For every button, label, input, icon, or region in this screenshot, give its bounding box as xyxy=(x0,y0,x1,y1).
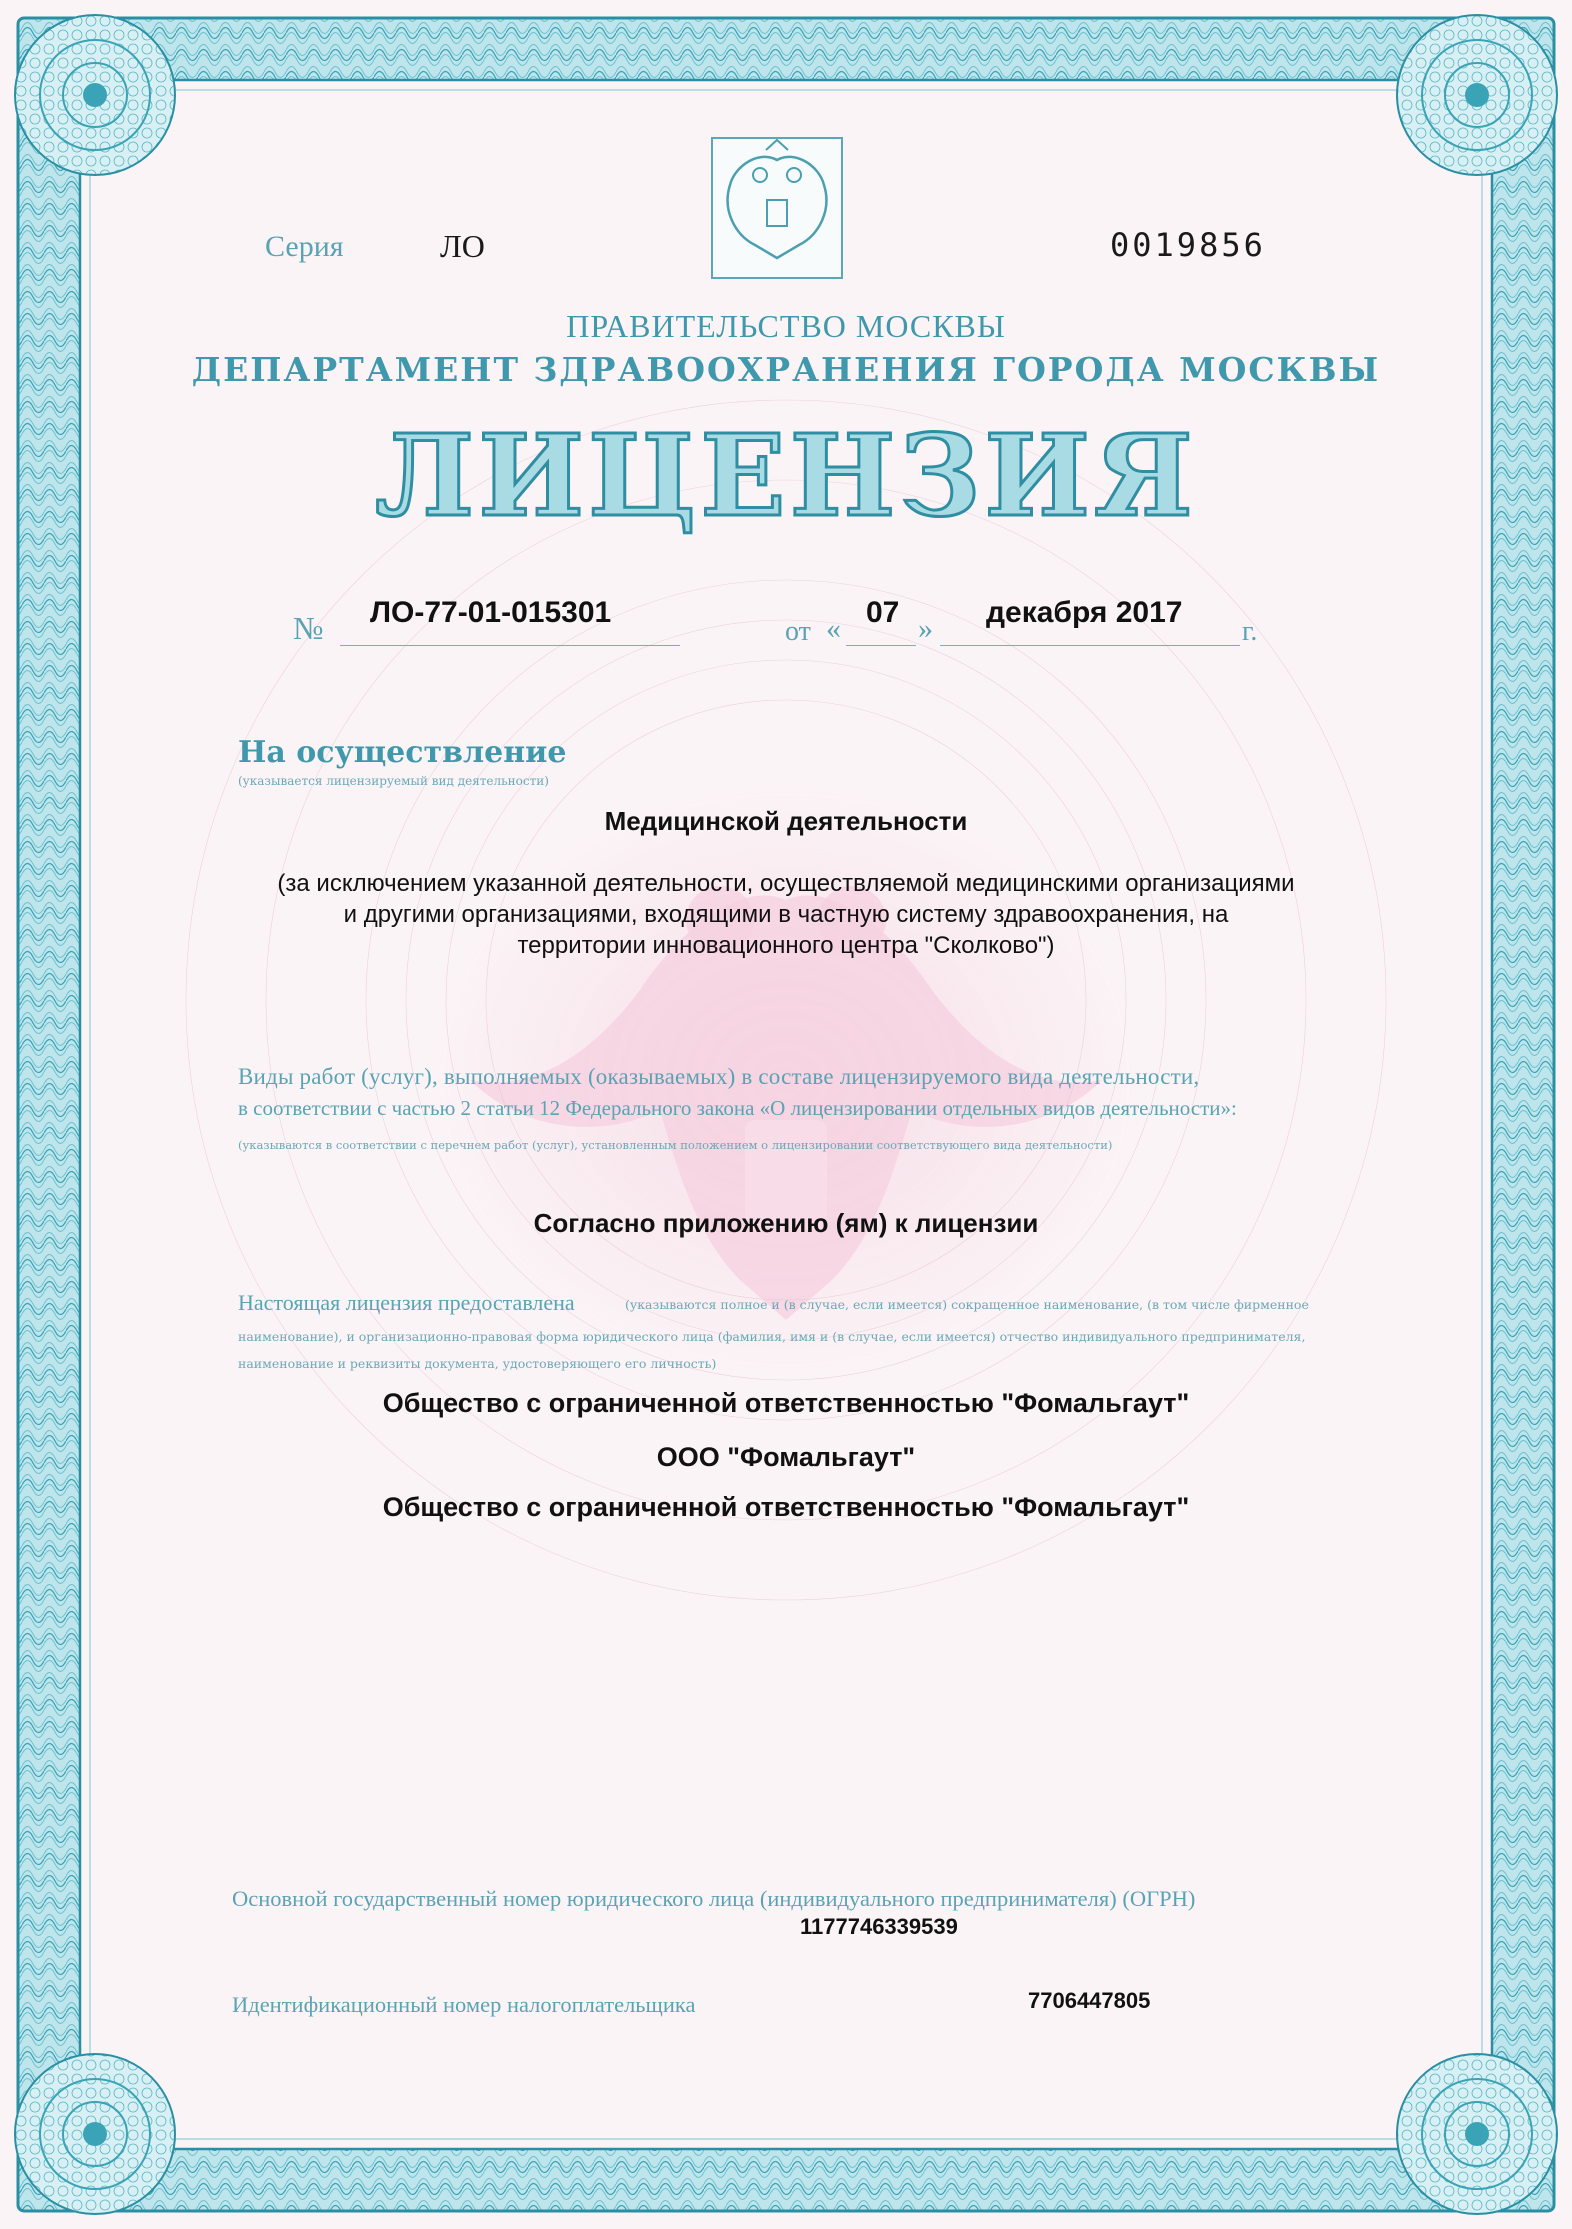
license-month-year: декабря 2017 xyxy=(986,596,1183,629)
inn-value: 7706447805 xyxy=(1028,1988,1151,2013)
works-value: Согласно приложению (ям) к лицензии xyxy=(533,1208,1039,1238)
corner-rosette-top-left xyxy=(15,15,175,175)
holder-intro: Настоящая лицензия предоставлена xyxy=(238,1290,575,1315)
activity-title: Медицинской деятельности xyxy=(604,806,968,836)
holder-brand-name: Общество с ограниченной ответственностью "Фомальгаут" xyxy=(382,1492,1190,1522)
activity-detail-line: (за исключением указанной деятельности, осуществляемой медицинскими организациями xyxy=(277,870,1295,897)
coat-of-arms-icon xyxy=(712,138,842,278)
holder-hint-1: (указываются полное и (в случае, если имеется) сокращенное наименование, (в том числе фирменное xyxy=(625,1297,1309,1312)
license-number: ЛО-77-01-015301 xyxy=(370,596,612,629)
year-suffix: г. xyxy=(1242,616,1258,647)
corner-rosette-bottom-left xyxy=(15,2054,175,2214)
holder-hint-3: наименование и реквизиты документа, удостоверяющего его личность) xyxy=(238,1356,717,1371)
series-value: ЛО xyxy=(440,228,485,264)
inn-label: Идентификационный номер налогоплательщика xyxy=(232,1992,696,2017)
activity-label: На осуществление xyxy=(238,735,567,770)
date-close-quote: » xyxy=(918,612,933,645)
date-from-label: от xyxy=(785,616,811,647)
activity-detail-line: и другими организациями, входящими в частную систему здравоохранения, на xyxy=(343,901,1229,928)
ogrn-value: 1177746339539 xyxy=(800,1914,958,1939)
month-underline xyxy=(940,645,1240,646)
number-underline xyxy=(340,645,680,646)
activity-hint: (указывается лицензируемый вид деятельности) xyxy=(238,774,549,788)
authority-line-1: ПРАВИТЕЛЬСТВО МОСКВЫ xyxy=(566,308,1006,344)
holder-full-name: Общество с ограниченной ответственностью "Фомальгаут" xyxy=(382,1388,1190,1418)
corner-rosette-bottom-right xyxy=(1397,2054,1557,2214)
activity-detail-line: территории инновационного центра "Сколково") xyxy=(517,932,1055,959)
works-hint: (указываются в соответствии с перечнем работ (услуг), установленным положением о лицензировании соответствующего вида деятельности) xyxy=(238,1138,1113,1152)
blank-number: 0019856 xyxy=(1110,226,1266,264)
day-underline xyxy=(846,645,916,646)
works-line-2: в соответствии с частью 2 статьи 12 Федерального закона «О лицензировании отдельных видов деятельности»: xyxy=(238,1096,1237,1120)
holder-short-name: ООО "Фомальгаут" xyxy=(656,1442,916,1472)
works-line-1: Виды работ (услуг), выполняемых (оказываемых) в составе лицензируемого вида деятельности, xyxy=(238,1064,1200,1089)
holder-hint-2: наименование), и организационно-правовая форма юридического лица (фамилия, имя и (в случае, если имеется) отчество индивидуального предпринимателя, xyxy=(238,1329,1306,1344)
license-day: 07 xyxy=(866,596,900,629)
series-label: Серия xyxy=(265,230,344,263)
authority-line-2: ДЕПАРТАМЕНТ ЗДРАВООХРАНЕНИЯ ГОРОДА МОСКВЫ xyxy=(191,350,1381,389)
date-open-quote: « xyxy=(826,612,841,645)
activity-details xyxy=(120,868,1452,961)
number-label: № xyxy=(293,610,324,646)
ogrn-label: Основной государственный номер юридического лица (индивидуального предпринимателя) (ОГРН) xyxy=(232,1886,1196,1911)
license-title-graphic: ЛИЦЕНЗИЯ xyxy=(375,411,1197,542)
corner-rosette-top-right xyxy=(1397,15,1557,175)
